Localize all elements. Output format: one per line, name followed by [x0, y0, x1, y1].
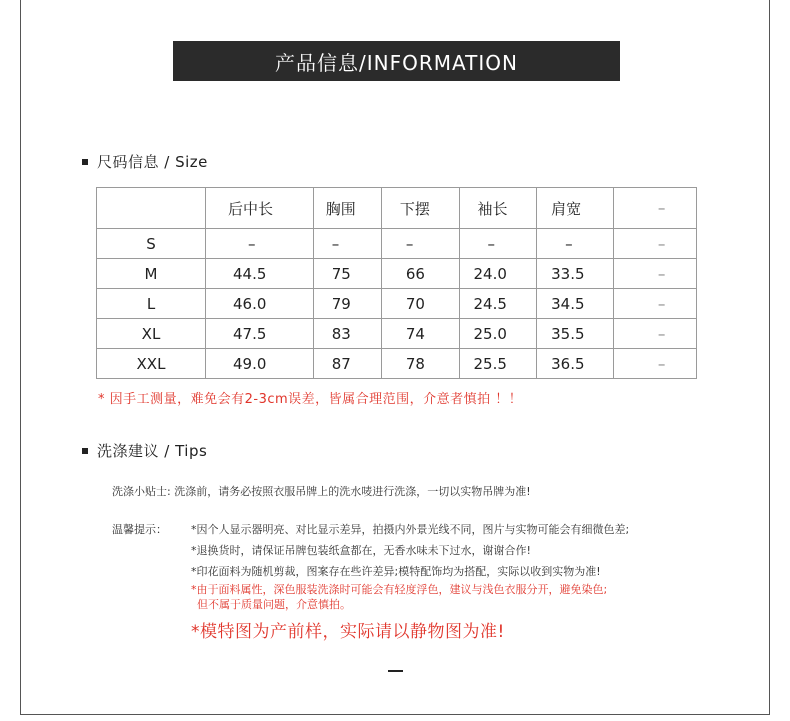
value-cell: 83 — [313, 319, 381, 349]
value-cell: 44.5 — [206, 259, 314, 289]
value-cell: 87 — [313, 349, 381, 379]
divider-mark — [388, 670, 403, 672]
value-cell: 66 — [381, 259, 459, 289]
size-heading-text: 尺码信息 / Size — [97, 153, 208, 171]
bullet-icon — [82, 159, 88, 165]
table-row — [97, 289, 697, 319]
tips-heading-text: 洗涤建议 / Tips — [97, 442, 208, 460]
wash-label: 洗涤小贴士: — [112, 485, 171, 498]
value-cell: 24.0 — [459, 259, 537, 289]
header-cell: 后中长 — [206, 188, 314, 229]
wash-text: 洗涤前，请务必按照衣服吊牌上的洗水唛进行洗涤，一切以实物吊牌为准! — [174, 485, 531, 498]
size-cell: M — [97, 259, 206, 289]
value-cell: 74 — [381, 319, 459, 349]
value-cell: 25.5 — [459, 349, 537, 379]
value-cell: – — [206, 229, 314, 259]
size-cell: L — [97, 289, 206, 319]
value-cell: – — [613, 319, 696, 349]
header-cell: 肩宽 — [537, 188, 614, 229]
value-cell: 75 — [313, 259, 381, 289]
value-cell: – — [613, 229, 696, 259]
value-cell: – — [459, 229, 537, 259]
value-cell: 34.5 — [537, 289, 614, 319]
value-cell: 35.5 — [537, 319, 614, 349]
table-row — [97, 349, 697, 379]
value-cell: 25.0 — [459, 319, 537, 349]
value-cell: 78 — [381, 349, 459, 379]
table-row — [97, 229, 697, 259]
warm-line: *退换货时，请保证吊牌包装纸盒都在，无香水味未下过水，谢谢合作! — [191, 544, 531, 557]
tips-section-heading — [82, 440, 207, 461]
header-cell: 胸围 — [313, 188, 381, 229]
header-cell: 下摆 — [381, 188, 459, 229]
value-cell: 46.0 — [206, 289, 314, 319]
warm-line: *印花面料为随机剪裁，图案存在些许差异;模特配饰均为搭配，实际以收到实物为准! — [191, 565, 601, 578]
size-cell: XL — [97, 319, 206, 349]
measurement-note: * 因手工测量，难免会有2-3cm误差，皆属合理范围，介意者慎拍 ！！ — [98, 392, 523, 407]
value-cell: 33.5 — [537, 259, 614, 289]
value-cell: 79 — [313, 289, 381, 319]
size-cell: XXL — [97, 349, 206, 379]
warm-label: 温馨提示： — [112, 523, 167, 536]
warm-line: *因个人显示器明亮、对比显示差异，拍摄内外景光线不同，图片与实物可能会有细微色差; — [191, 523, 630, 536]
warm-red-line: *由于面料属性，深色服装洗涤时可能会有轻度浮色，建议与浅色衣服分开，避免染色; — [191, 583, 608, 596]
value-cell: 47.5 — [206, 319, 314, 349]
value-cell: – — [613, 259, 696, 289]
banner-title: 产品信息/INFORMATION — [275, 50, 518, 75]
header-cell: 袖长 — [459, 188, 537, 229]
wash-tip — [112, 483, 531, 499]
table-row — [97, 319, 697, 349]
bullet-icon — [82, 448, 88, 454]
size-section-heading — [82, 151, 208, 172]
value-cell: 70 — [381, 289, 459, 319]
table-header-row — [97, 188, 697, 229]
header-cell — [97, 188, 206, 229]
size-cell: S — [97, 229, 206, 259]
model-photo-note: *模特图为产前样，实际请以静物图为准! — [191, 622, 505, 642]
table-row — [97, 259, 697, 289]
value-cell: – — [613, 349, 696, 379]
value-cell: 36.5 — [537, 349, 614, 379]
value-cell: – — [313, 229, 381, 259]
header-cell: – — [613, 188, 696, 229]
value-cell: – — [381, 229, 459, 259]
value-cell: – — [613, 289, 696, 319]
size-table — [96, 187, 697, 379]
value-cell: – — [537, 229, 614, 259]
value-cell: 24.5 — [459, 289, 537, 319]
value-cell: 49.0 — [206, 349, 314, 379]
warm-red-line: 但不属于质量问题，介意慎拍。 — [197, 598, 351, 611]
info-banner — [173, 41, 620, 81]
